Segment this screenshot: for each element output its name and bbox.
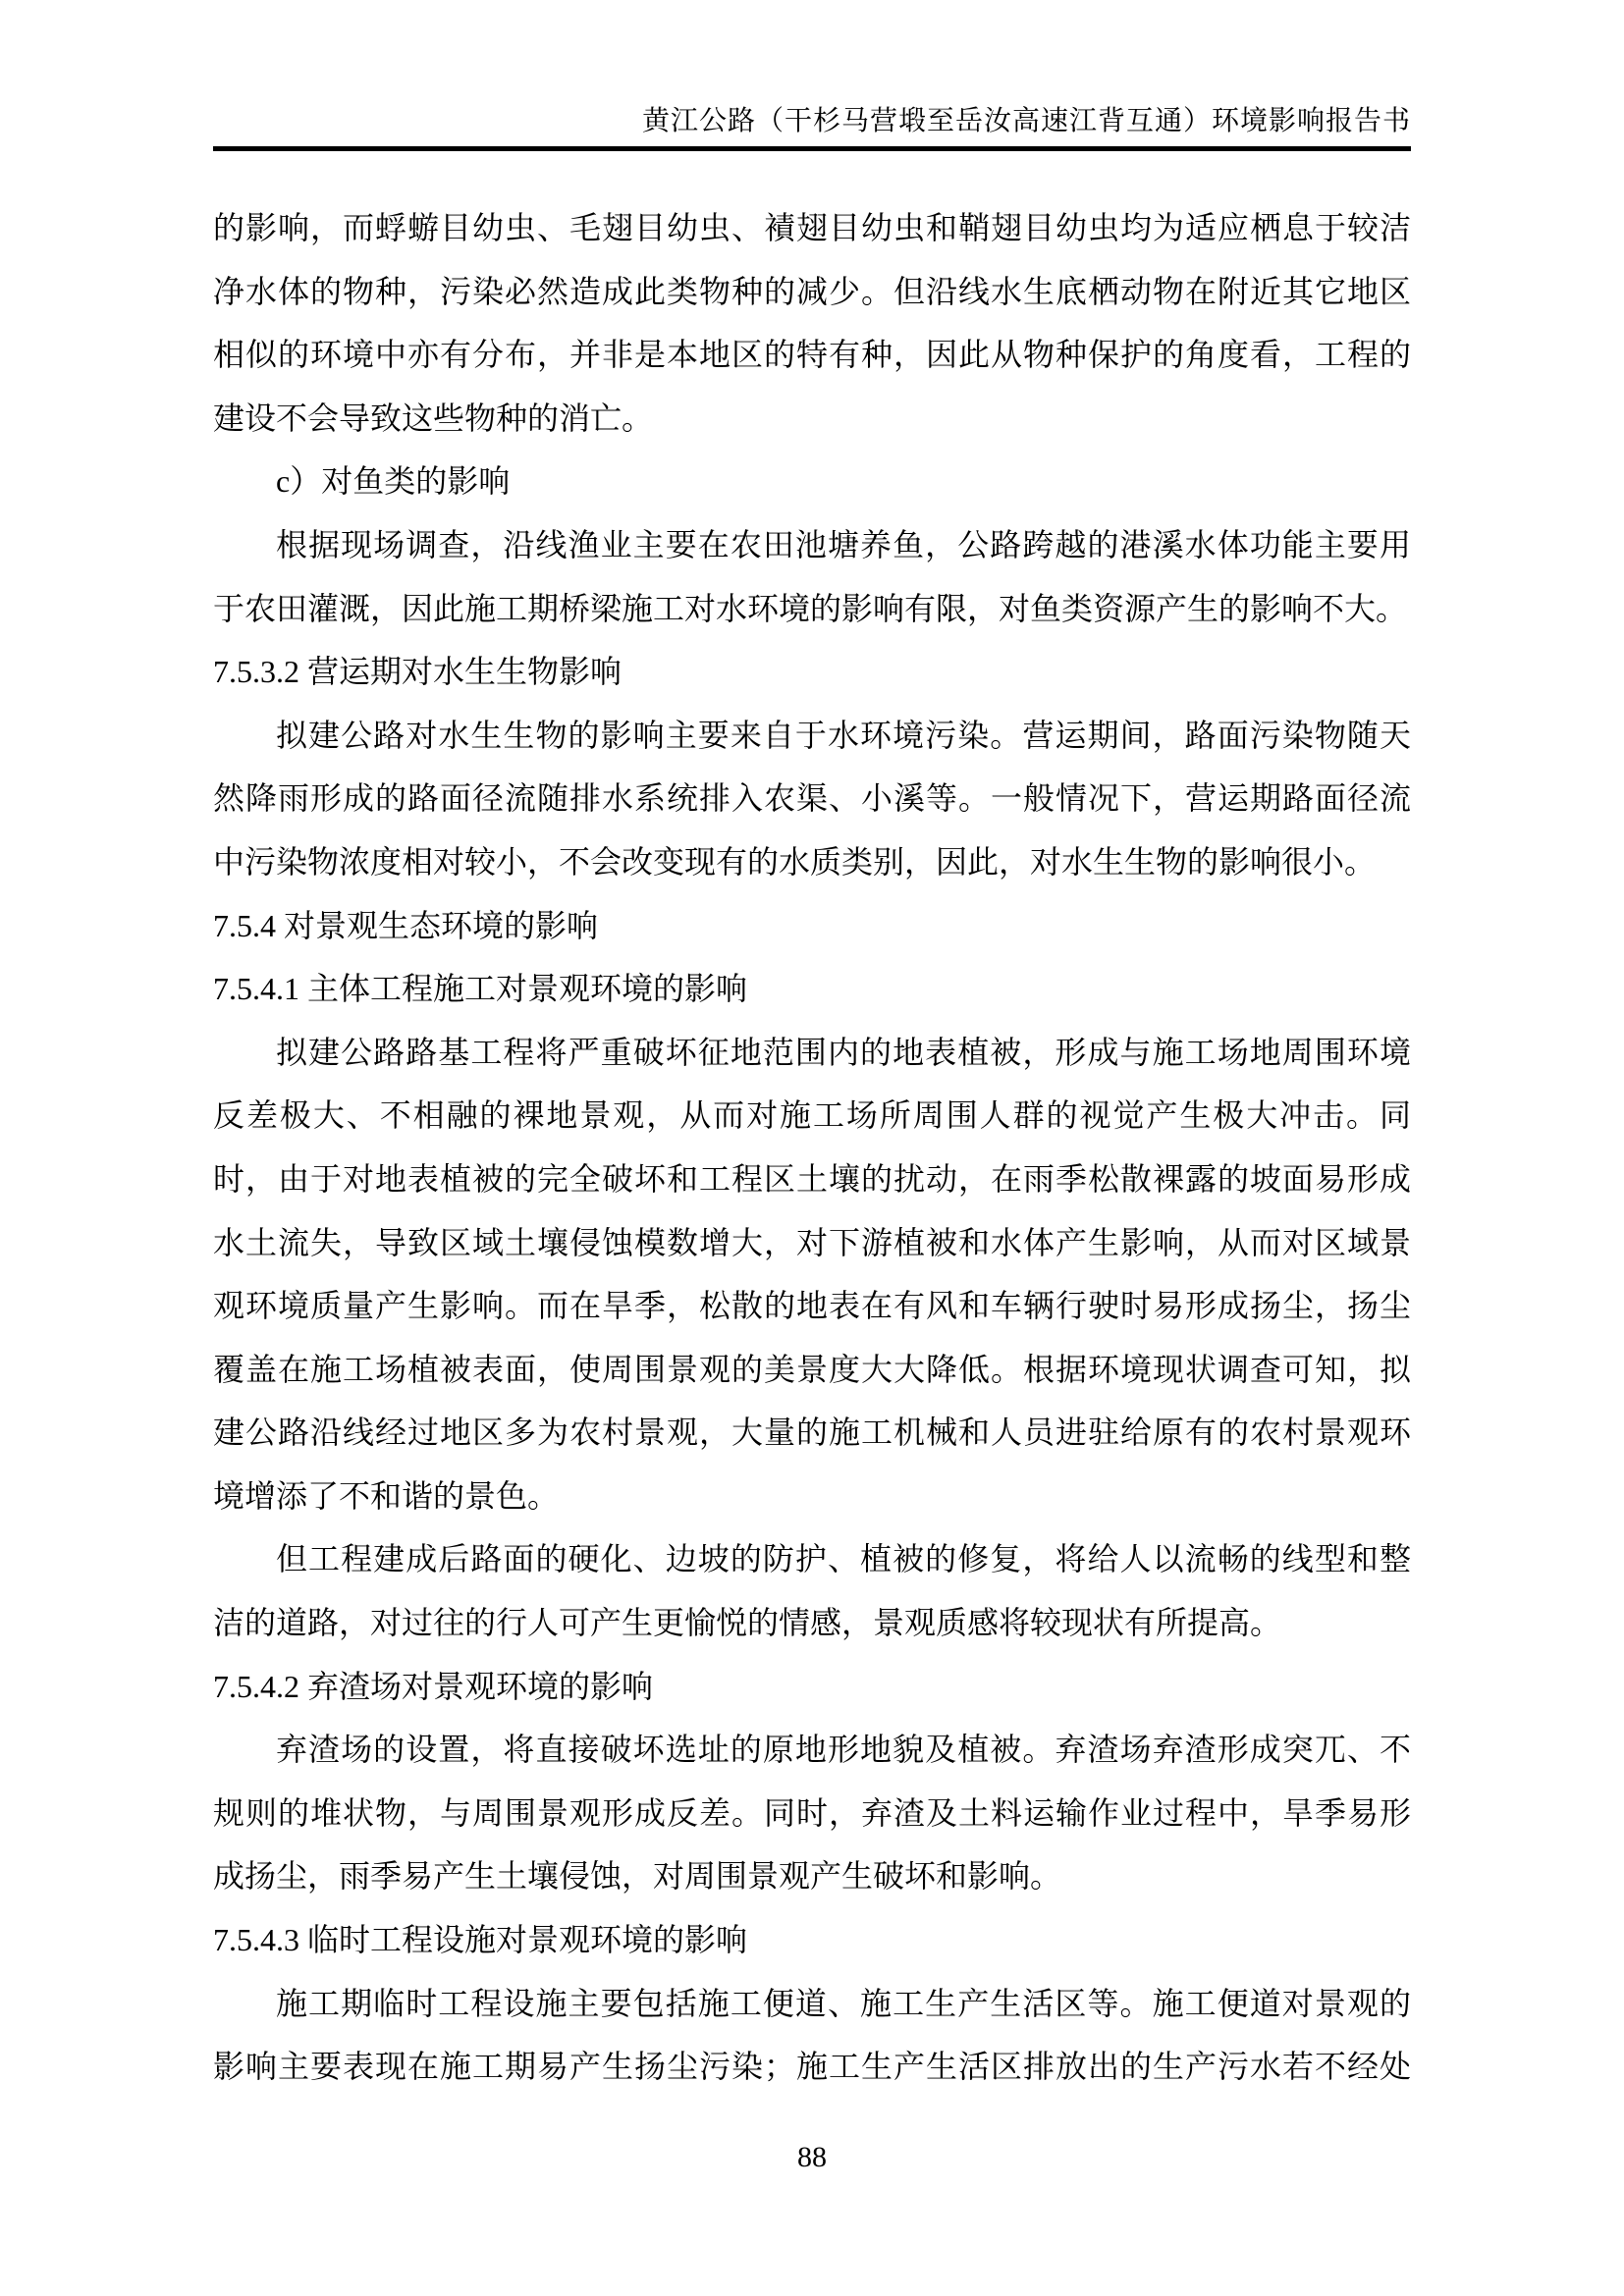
section-heading: 7.5.4 对景观生态环境的影响 bbox=[213, 907, 599, 943]
text-line: 影响主要表现在施工期易产生扬尘污染；施工生产生活区排放出的生产污水若不经处 bbox=[213, 2049, 1411, 2085]
section-heading: 7.5.3.2 营运期对水生生物影响 bbox=[213, 654, 623, 690]
text-line: 拟建公路路基工程将严重破坏征地范围内的地表植被，形成与施工场地周围环境 bbox=[276, 1034, 1411, 1070]
text-line: 相似的环境中亦有分布，并非是本地区的特有种，因此从物种保护的角度看，工程的 bbox=[213, 337, 1411, 373]
text-line: 水土流失，导致区域土壤侵蚀模数增大，对下游植被和水体产生影响，从而对区域景 bbox=[213, 1224, 1411, 1260]
text-line: 时，由于对地表植被的完全破坏和工程区土壤的扰动，在雨季松散裸露的坡面易形成 bbox=[213, 1160, 1411, 1197]
section-heading: 7.5.4.2 弃渣场对景观环境的影响 bbox=[213, 1668, 654, 1704]
text-line: 覆盖在施工场植被表面，使周围景观的美景度大大降低。根据环境现状调查可知，拟 bbox=[213, 1351, 1411, 1387]
text-line: 然降雨形成的路面径流随排水系统排入农渠、小溪等。一般情况下，营运期路面径流 bbox=[213, 780, 1411, 817]
section-heading: 7.5.4.3 临时工程设施对景观环境的影响 bbox=[213, 1922, 748, 1958]
text-line: 观环境质量产生影响。而在旱季，松散的地表在有风和车辆行驶时易形成扬尘，扬尘 bbox=[213, 1288, 1411, 1324]
text-line: 根据现场调查，沿线渔业主要在农田池塘养鱼，公路跨越的港溪水体功能主要用 bbox=[276, 526, 1411, 562]
text-line: 施工期临时工程设施主要包括施工便道、施工生产生活区等。施工便道对景观的 bbox=[276, 1985, 1411, 2021]
text-line: 反差极大、不相融的裸地景观，从而对施工场所周围人群的视觉产生极大冲击。同 bbox=[213, 1097, 1411, 1134]
text-line: c）对鱼类的影响 bbox=[276, 463, 511, 500]
page-footer bbox=[0, 2140, 1624, 2175]
text-line: 拟建公路对水生生物的影响主要来自于水环境污染。营运期间，路面污染物随天 bbox=[276, 717, 1411, 753]
text-line: 境增添了不和谐的景色。 bbox=[213, 1477, 560, 1514]
text-line: 弃渣场的设置，将直接破坏选址的原地形地貌及植被。弃渣场弃渣形成突兀、不 bbox=[276, 1732, 1411, 1768]
text-line: 但工程建成后路面的硬化、边坡的防护、植被的修复，将给人以流畅的线型和整 bbox=[276, 1541, 1411, 1577]
text-line: 建设不会导致这些物种的消亡。 bbox=[213, 400, 654, 436]
text-line: 规则的堆状物，与周围景观形成反差。同时，弃渣及土料运输作业过程中，旱季易形 bbox=[213, 1794, 1411, 1831]
text-line: 成扬尘，雨季易产生土壤侵蚀，对周围景观产生破坏和影响。 bbox=[213, 1858, 1062, 1895]
header-title: 黄江公路（干杉马营塅至岳汝高速江背互通）环境影响报告书 bbox=[641, 106, 1411, 136]
text-line: 洁的道路，对过往的行人可产生更愉悦的情感，景观质感将较现状有所提高。 bbox=[213, 1605, 1282, 1641]
text-line: 净水体的物种，污染必然造成此类物种的减少。但沿线水生底栖动物在附近其它地区 bbox=[213, 273, 1411, 309]
section-heading: 7.5.4.1 主体工程施工对景观环境的影响 bbox=[213, 971, 748, 1007]
text-line: 建公路沿线经过地区多为农村景观，大量的施工机械和人员进驻给原有的农村景观环 bbox=[213, 1415, 1411, 1451]
text-line: 的影响，而蜉蝣目幼虫、毛翅目幼虫、襀翅目幼虫和鞘翅目幼虫均为适应栖息于较洁 bbox=[213, 210, 1411, 245]
document-body bbox=[213, 151, 1411, 2099]
text-line: 于农田灌溉，因此施工期桥梁施工对水环境的影响有限，对鱼类资源产生的影响不大。 bbox=[213, 590, 1408, 626]
page-number: 88 bbox=[797, 2141, 827, 2173]
text-line: 中污染物浓度相对较小，不会改变现有的水质类别，因此，对水生生物的影响很小。 bbox=[213, 843, 1377, 880]
page-header bbox=[213, 0, 1411, 151]
